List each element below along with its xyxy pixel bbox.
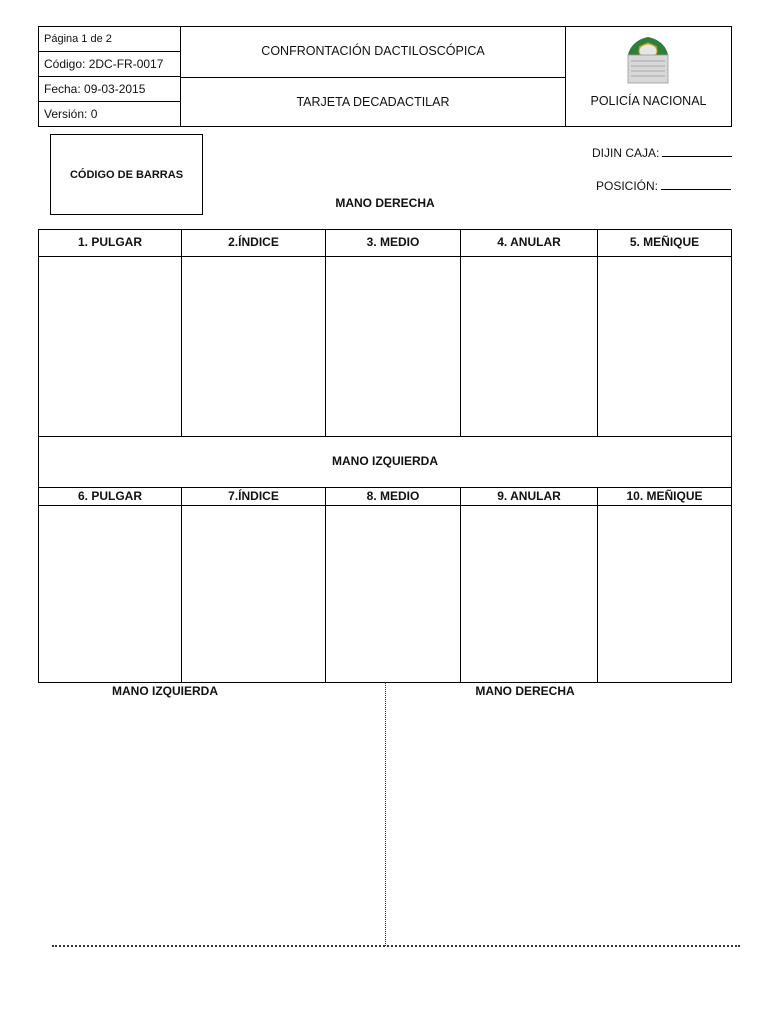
finger-box-right-ring xyxy=(460,230,597,436)
organization-name: POLICÍA NACIONAL xyxy=(590,94,707,108)
right-hand-grid xyxy=(38,229,732,437)
caja-input-line[interactable] xyxy=(662,146,732,157)
left-hand-grid xyxy=(38,487,732,683)
header-table xyxy=(38,26,732,127)
finger-box-left-little xyxy=(597,488,731,682)
finger-box-left-middle xyxy=(325,488,460,682)
posicion-input-line[interactable] xyxy=(661,179,731,190)
finger-label: 1. PULGAR xyxy=(39,230,181,257)
finger-label: 7.ÍNDICE xyxy=(182,488,325,506)
finger-label: 4. ANULAR xyxy=(461,230,597,257)
finger-box-left-index xyxy=(181,488,325,682)
form-subtitle: TARJETA DECADACTILAR xyxy=(296,95,450,109)
finger-label: 6. PULGAR xyxy=(39,488,181,506)
barcode-box xyxy=(50,134,203,215)
finger-label: 3. MEDIO xyxy=(326,230,460,257)
finger-box-right-thumb xyxy=(39,230,181,436)
bottom-divider xyxy=(385,682,386,946)
finger-label: 8. MEDIO xyxy=(326,488,460,506)
document-titles xyxy=(181,27,566,126)
finger-box-right-index xyxy=(181,230,325,436)
caja-label: DIJIN CAJA: xyxy=(592,146,660,160)
caja-field xyxy=(592,146,732,160)
bottom-right-hand-label: MANO DERECHA xyxy=(475,684,575,698)
page-number: Página 1 de 2 xyxy=(39,27,180,52)
document-version: Versión: 0 xyxy=(44,107,98,121)
posicion-label: POSICIÓN: xyxy=(596,179,659,193)
finger-label: 2.ÍNDICE xyxy=(182,230,325,257)
police-emblem-icon xyxy=(625,35,671,87)
left-hand-title: MANO IZQUIERDA xyxy=(332,454,438,468)
left-hand-band xyxy=(38,436,732,488)
bottom-left-hand-label: MANO IZQUIERDA xyxy=(112,684,218,698)
finger-label: 9. ANULAR xyxy=(461,488,597,506)
document-code: Código: 2DC-FR-0017 xyxy=(39,52,180,77)
finger-box-right-little xyxy=(597,230,731,436)
right-hand-title: MANO DERECHA xyxy=(335,196,435,210)
document-meta xyxy=(39,27,181,126)
document-date: Fecha: 09-03-2015 xyxy=(39,77,180,102)
finger-box-right-middle xyxy=(325,230,460,436)
barcode-label: CÓDIGO DE BARRAS xyxy=(69,168,184,181)
finger-box-left-thumb xyxy=(39,488,181,682)
finger-label: 5. MEÑIQUE xyxy=(598,230,731,257)
cut-line xyxy=(52,945,740,947)
form-title: CONFRONTACIÓN DACTILOSCÓPICA xyxy=(181,27,565,78)
posicion-field xyxy=(596,179,731,193)
finger-box-left-ring xyxy=(460,488,597,682)
organization-block xyxy=(566,27,731,126)
finger-label: 10. MEÑIQUE xyxy=(598,488,731,506)
